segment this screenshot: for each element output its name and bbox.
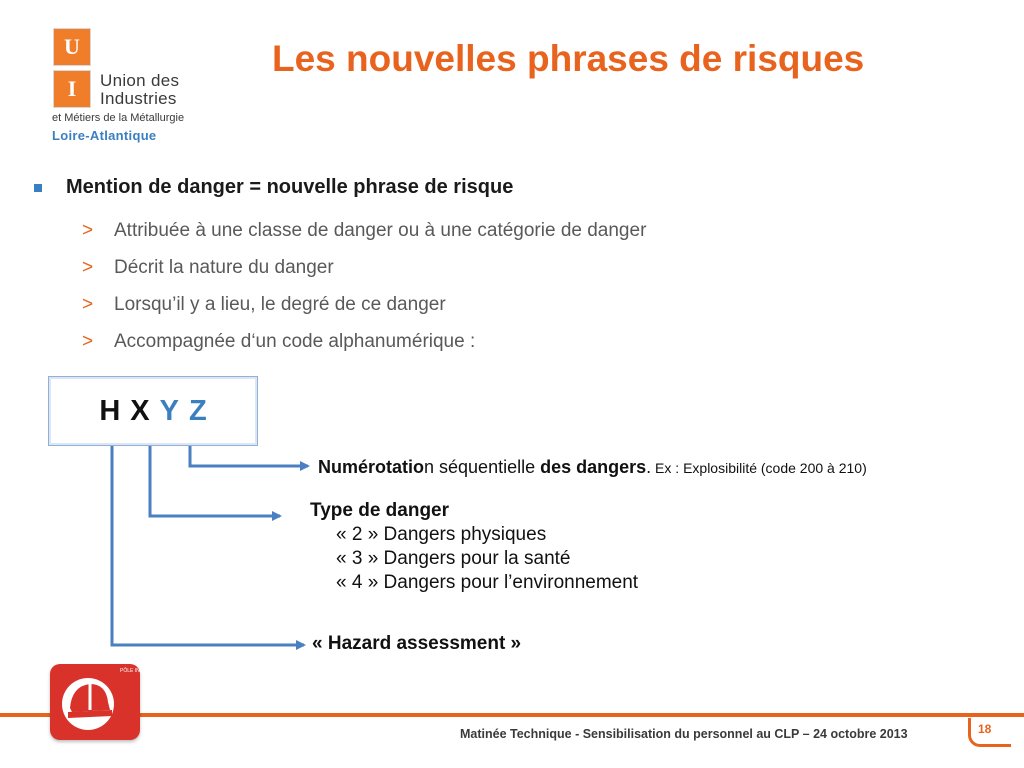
code-format-box (48, 376, 258, 446)
sub-bullet-text: Accompagnée d‘un code alphanumérique : (114, 330, 476, 352)
danger-type-label (310, 500, 638, 594)
sub-bullet-text: Lorsqu’il y a lieu, le degré de ce danger (114, 293, 446, 315)
numbering-text-2: . (646, 457, 652, 477)
numbering-bold-1: Numérotatio (318, 457, 425, 477)
hazard-assessment-label: « Hazard assessment » (312, 633, 522, 654)
code-letter-z: Z (188, 394, 207, 427)
code-letter-x: X (130, 394, 150, 427)
footer-text: Matinée Technique - Sensibilisation du personnel au CLP – 24 octobre 2013 (460, 727, 908, 741)
danger-type-heading: Type de danger (310, 500, 450, 521)
pole-industriel-hse-badge (50, 664, 176, 740)
sub-bullet-text: Décrit la nature du danger (114, 256, 334, 278)
chevron-right-icon: > (82, 330, 94, 352)
arrow-x-type (150, 446, 280, 516)
numbering-label (318, 457, 867, 478)
danger-type-item: « 4 » Dangers pour l’environnement (336, 572, 639, 593)
numbering-text-1: n séquentielle (424, 457, 541, 477)
logo-subtitle: et Métiers de la Métallurgie (52, 112, 185, 124)
arrow-z-numbering (190, 446, 308, 466)
chevron-right-icon: > (82, 293, 94, 315)
danger-type-item: « 2 » Dangers physiques (336, 524, 547, 545)
chevron-right-icon: > (82, 219, 94, 241)
slide-title: Les nouvelles phrases de risques (272, 38, 865, 79)
danger-type-item: « 3 » Dangers pour la santé (336, 548, 571, 569)
footer-divider (0, 713, 1024, 717)
logo-line-2: Industries (100, 89, 177, 108)
numbering-example: Ex : Explosibilité (code 200 à 210) (651, 460, 867, 476)
numbering-bold-2: des dangers (540, 457, 647, 477)
badge-label: PÔLE INDUSTRIEL HSE (120, 668, 176, 674)
sub-bullet-text: Attribuée à une classe de danger ou à une catégorie de danger (114, 219, 647, 241)
arrow-h-hazard (112, 446, 304, 645)
code-letter-h: H (99, 394, 121, 427)
logo-region: Loire-Atlantique (52, 128, 157, 143)
chevron-right-icon: > (82, 256, 94, 278)
logo-letter-u: U (53, 28, 91, 66)
page-number: 18 (978, 722, 992, 736)
code-letter-y: Y (159, 394, 179, 427)
main-bullet-text: Mention de danger = nouvelle phrase de risque (66, 176, 514, 198)
helmet-icon (50, 664, 140, 740)
logo-line-1: Union des (100, 71, 180, 90)
logo-letter-i: I (53, 70, 91, 108)
